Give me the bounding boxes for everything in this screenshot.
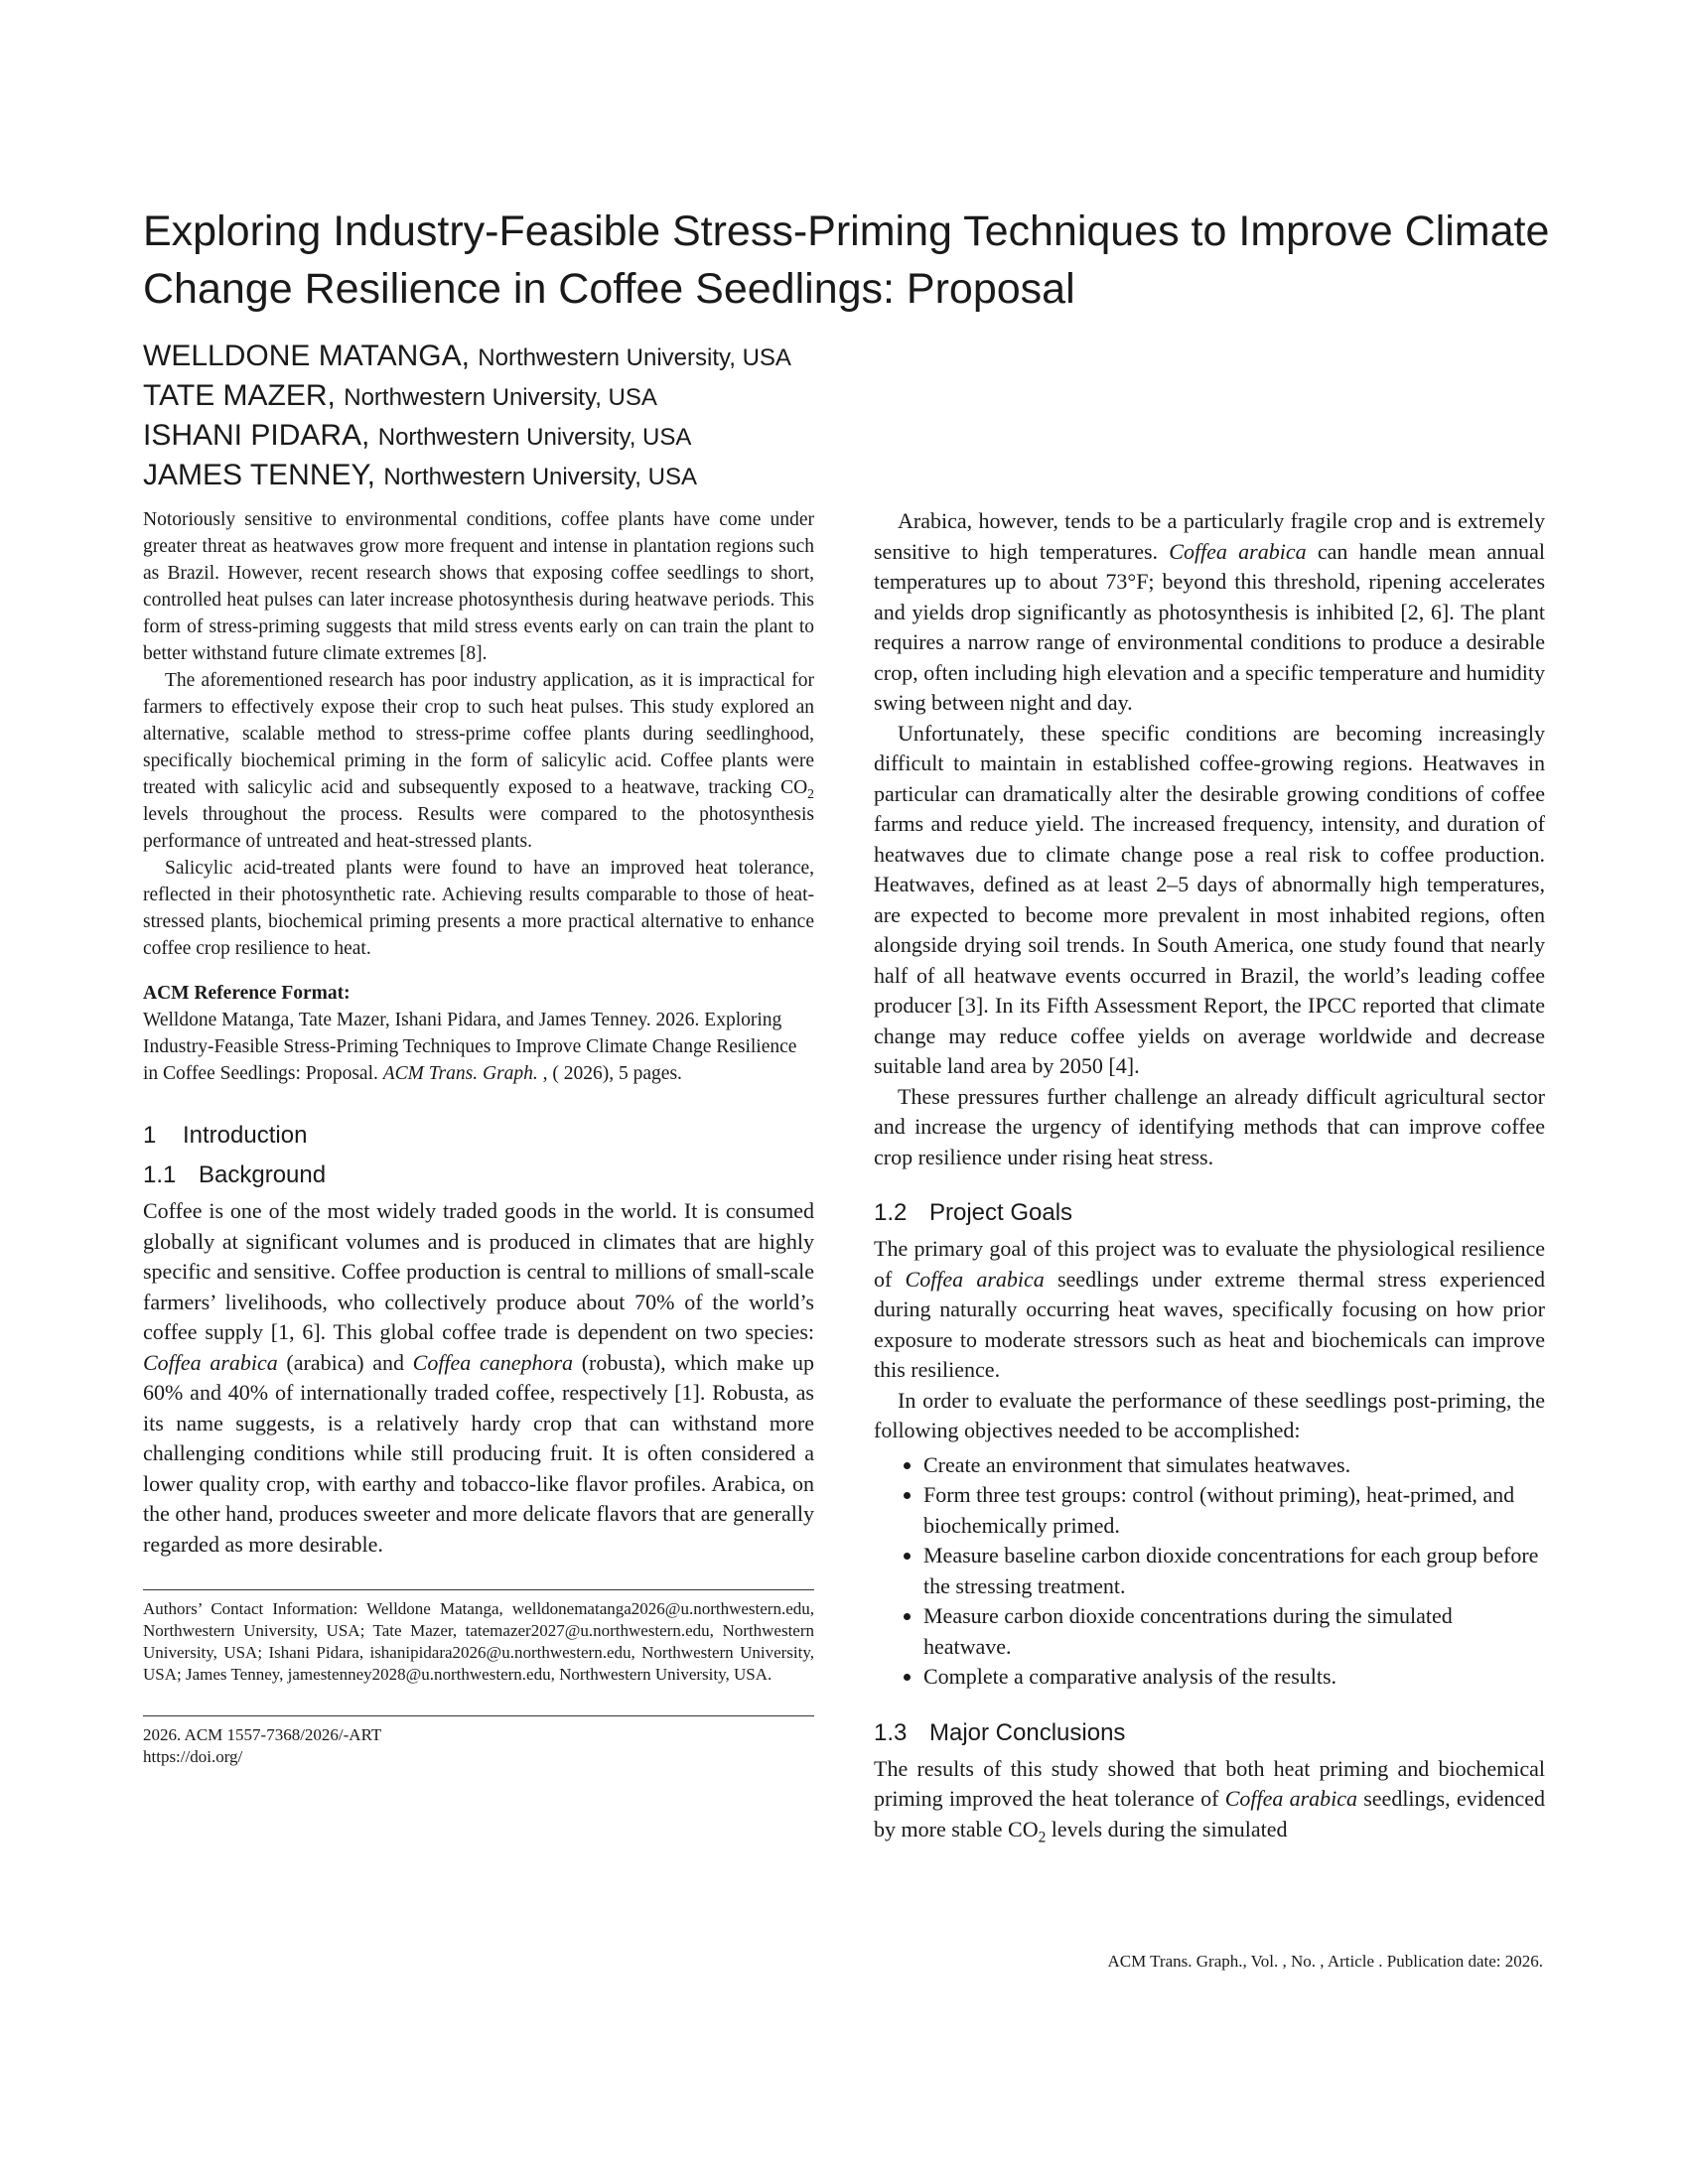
author-affiliation: Northwestern University, USA	[383, 464, 697, 490]
species-name: Coffea arabica	[1224, 1786, 1358, 1811]
author-name: TATE MAZER,	[143, 379, 336, 412]
body-text: The results of this study showed that both heat priming and biochemical priming improved the heat tolerance of	[874, 1755, 1545, 1811]
goals-paragraph	[874, 1234, 1545, 1386]
objective-item: • Form three test groups: control (without priming), heat-primed, and biochemically primed.	[923, 1480, 1545, 1541]
body-text: (arabica) and	[277, 1349, 413, 1375]
author-2	[143, 377, 1037, 417]
abstract	[143, 506, 814, 962]
subscript: 2	[807, 785, 814, 801]
reference-format-text	[143, 1007, 814, 1087]
author-name: JAMES TENNEY,	[143, 459, 375, 491]
body-text: (robusta), which make up 60% and 40% of internationally traded coffee, respectively [1]. Robusta, as its name suggests, is a relatively hardy crop that can withstand more challenging conditions while still producing fruit. It is often considered a lower quality crop, with earthy and tobacco-like flavor profiles. Arabica, on the other hand, produces sweeter and more delicate flavors that are generally regarded as more desirable.	[143, 1349, 814, 1557]
abstract-text: The aforementioned research has poor industry application, as it is impractical for farmers to effectively expose their crop to such heat pulses. This study explored an alternative, scalable method to stress-prime coffee plants during seedlinghood, specifically biochemical priming in the form of salicylic acid. Coffee plants were treated with salicylic acid and subsequently exposed to a heatwave, tracking CO	[143, 670, 814, 798]
background-paragraph	[143, 1196, 814, 1560]
section-number: 1	[143, 1122, 157, 1149]
right-column	[874, 506, 1545, 1844]
left-column	[143, 506, 814, 1768]
author-name: ISHANI PIDARA,	[143, 419, 370, 452]
author-affiliation: Northwestern University, USA	[478, 344, 791, 371]
body-text: can handle mean annual temperatures up to about 73°F; beyond this threshold, ripening accelerates and yields drop significantly as photosynthesis is inhibited [2, 6]. The plant requires a narrow range of environmental conditions to produce a desirable crop, often including high elevation and a specific temperature and humidity swing between night and day.	[874, 538, 1545, 715]
body-text: levels during the simulated	[1046, 1816, 1288, 1842]
reference-text: Welldone Matanga, Tate Mazer, Ishani Pidara, and James Tenney. 2026. Exploring Industry-Feasible Stress-Priming Techniques to Improve Climate Change Resilience in Coffee Seedlings: Proposal.	[143, 1010, 797, 1084]
reference-format-heading: ACM Reference Format:	[143, 983, 351, 1004]
heatwave-paragraph: Unfortunately, these specific conditions are becoming increasingly difficult to maintain in established coffee-growing regions. Heatwaves in particular can dramatically alter the desirable growing conditions of coffee farms and reduce yield. The increased frequency, intensity, and duration of heatwaves due to climate change pose a real risk to coffee production. Heatwaves, defined as at least 2–5 days of abnormally high temperatures, are expected to become more prevalent in most inhabited regions, often alongside drying soil trends. In South America, one study found that nearly half of all heatwave events occurred in Brazil, the world’s leading coffee producer [3]. In its Fifth Assessment Report, the IPCC reported that climate change may reduce coffee yields on average worldwide and decrease suitable land area by 2050 [4].	[874, 720, 1545, 1078]
objective-item: • Complete a comparative analysis of the results.	[923, 1662, 1545, 1693]
objective-item: • Create an environment that simulates heatwaves.	[923, 1450, 1545, 1481]
species-name: Coffea arabica	[905, 1266, 1045, 1292]
author-name: WELLDONE MATANGA,	[143, 340, 470, 372]
body-text: seedlings under extreme thermal stress experienced during naturally occurring heat waves, specifically focusing on how prior exposure to moderate stressors such as heat and biochemicals can improve this resilience.	[874, 1266, 1546, 1382]
author-4	[143, 457, 1037, 496]
reference-text: , ( 2026), 5 pages.	[537, 1063, 682, 1084]
section-title: Background	[199, 1161, 327, 1188]
section-number: 1.2	[874, 1199, 908, 1226]
section-heading-1-3	[874, 1718, 1545, 1748]
objectives-list	[874, 1450, 1545, 1693]
section-heading-1	[143, 1121, 814, 1151]
objective-item: • Measure baseline carbon dioxide concentrations for each group before the stressing treatment.	[923, 1541, 1545, 1601]
objective-item: • Measure carbon dioxide concentrations during the simulated heatwave.	[923, 1601, 1545, 1662]
conclusions-paragraph	[874, 1754, 1545, 1845]
section-title: Introduction	[183, 1122, 308, 1149]
author-list	[143, 338, 1037, 496]
author-1	[143, 338, 1037, 377]
abstract-paragraph-3: Salicylic acid-treated plants were found to have an improved heat tolerance, reflected in their photosynthetic rate. Achieving results comparable to those of heat-stressed plants, biochemical priming presents a more practical alternative to enhance coffee crop resilience to heat.	[143, 858, 814, 959]
author-affiliation: Northwestern University, USA	[377, 424, 692, 451]
abstract-paragraph-1: Notoriously sensitive to environmental conditions, coffee plants have come under greater threat as heatwaves grow more frequent and intense in plantation regions such as Brazil. However, recent research shows that exposing coffee seedlings to short, controlled heat pulses can later increase photosynthesis during heatwave periods. This form of stress-priming suggests that mild stress events early on can train the plant to better withstand future climate extremes [8].	[143, 509, 814, 664]
copyright-line: 2026. ACM 1557-7368/2026/-ART	[143, 1725, 382, 1744]
body-text: Coffee is one of the most widely traded goods in the world. It is consumed globally at significant volumes and is produced in climates that are highly specific and sensitive. Coffee production is central to millions of small-scale farmers’ livelihoods, who collectively produce about 70% of the world’s coffee supply [1, 6]. This global coffee trade is dependent on two species:	[143, 1198, 814, 1344]
acm-reference-format	[143, 980, 814, 1087]
species-name: Coffea arabica	[1169, 538, 1307, 564]
subscript: 2	[1038, 1828, 1047, 1845]
abstract-paragraph-2	[143, 667, 814, 855]
section-title: Project Goals	[929, 1199, 1073, 1226]
journal-name: ACM Trans. Graph.	[382, 1063, 538, 1084]
section-introduction	[143, 1121, 814, 1560]
running-footer: ACM Trans. Graph., Vol. , No. , Article . Publication date: 2026.	[1107, 1952, 1543, 1971]
section-heading-1-1	[143, 1160, 814, 1190]
species-name: Coffea arabica	[143, 1349, 278, 1375]
section-heading-1-2	[874, 1198, 1545, 1228]
footnote-rule	[143, 1715, 814, 1716]
section-number: 1.1	[143, 1161, 177, 1188]
section-number: 1.3	[874, 1718, 908, 1746]
arabica-paragraph	[874, 506, 1545, 719]
doi-link[interactable]: https://doi.org/	[143, 1747, 243, 1766]
author-contact-info: Authors’ Contact Information: Welldone Matanga, welldonematanga2026@u.northwestern.edu, Northwestern University, USA; Tate Mazer, tatemazer2027@u.northwestern.edu, Northwestern University, USA; Ishani Pidara, ishanipidara2026@u.northwestern.edu, Northwestern University, USA; James Tenney, jamestenney2028@u.northwestern.edu, Northwestern University, USA.	[143, 1599, 814, 1684]
author-3	[143, 417, 1037, 457]
species-name: Coffea canephora	[412, 1349, 574, 1375]
objectives-intro: In order to evaluate the performance of these seedlings post-priming, the following objectives needed to be accomplished:	[874, 1387, 1545, 1442]
paper-title: Exploring Industry-Feasible Stress-Priming Techniques to Improve Climate Change Resilience in Coffee Seedlings: Proposal	[143, 207, 1550, 313]
body-text: seedlings, evidenced by more stable CO	[874, 1786, 1545, 1842]
body-text: The primary goal of this project was to evaluate the physiological resilience of	[874, 1236, 1545, 1292]
footnote-rule	[143, 1589, 814, 1590]
section-title: Major Conclusions	[929, 1718, 1126, 1746]
body-text: Arabica, however, tends to be a particularly fragile crop and is extremely sensitive to high temperatures.	[874, 508, 1545, 564]
author-affiliation: Northwestern University, USA	[344, 384, 657, 411]
abstract-text: levels throughout the process. Results were compared to the photosynthesis performance of untreated and heat-stressed plants.	[143, 804, 814, 852]
pressures-paragraph: These pressures further challenge an already difficult agricultural sector and increase the urgency of identifying methods that can improve coffee crop resilience under rising heat stress.	[874, 1083, 1545, 1169]
